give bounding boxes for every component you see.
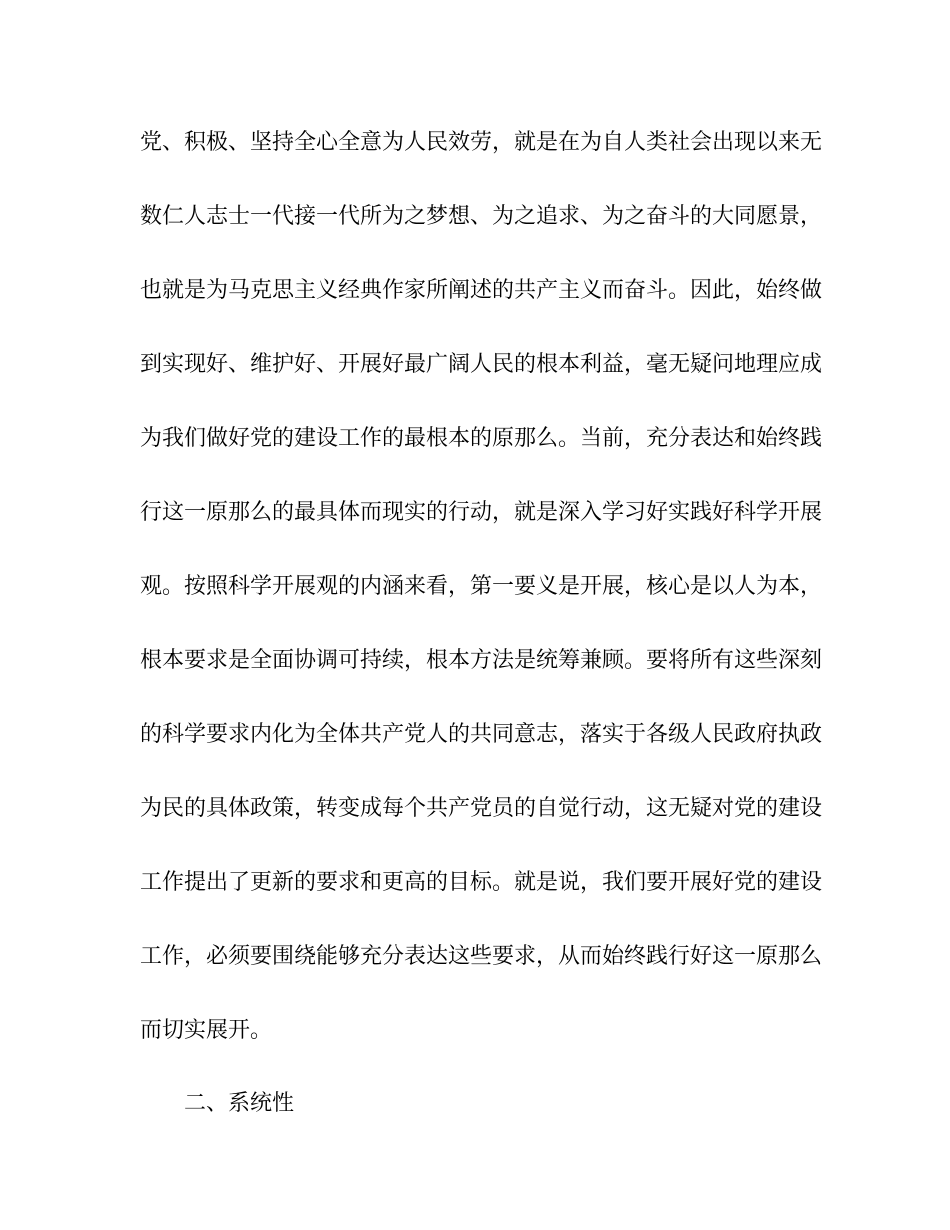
paragraph-line: 根本要求是全面协调可持续，根本方法是统筹兼顾。要将所有这些深刻 [140,648,823,673]
paragraph-line: 工作，必须要围绕能够充分表达这些要求，从而始终践行好这一原那么 [140,944,823,969]
paragraph-last-line: 而切实展开。 [140,1018,273,1043]
section-heading: 二、系统性 [184,1091,295,1116]
paragraph-line: 行这一原那么的最具体而现实的行动，就是深入学习好实践好科学开展 [140,500,823,525]
paragraph-line: 观。按照科学开展观的内涵来看，第一要义是开展，核心是以人为本， [140,574,823,599]
paragraph-line: 工作提出了更新的要求和更高的目标。就是说，我们要开展好党的建设 [140,870,823,895]
paragraph-line: 数仁人志士一代接一代所为之梦想、为之追求、为之奋斗的大同愿景， [140,204,823,229]
paragraph-line: 到实现好、维护好、开展好最广阔人民的根本利益，毫无疑问地理应成 [140,352,823,377]
paragraph-line: 的科学要求内化为全体共产党人的共同意志，落实于各级人民政府执政 [140,722,823,747]
paragraph-line: 党、积极、坚持全心全意为人民效劳，就是在为自人类社会出现以来无 [140,130,823,155]
paragraph-line: 也就是为马克思主义经典作家所阐述的共产主义而奋斗。因此，始终做 [140,278,823,303]
paragraph-line: 为我们做好党的建设工作的最根本的原那么。当前，充分表达和始终践 [140,426,823,451]
paragraph-line: 为民的具体政策，转变成每个共产党员的自觉行动，这无疑对党的建设 [140,796,823,821]
